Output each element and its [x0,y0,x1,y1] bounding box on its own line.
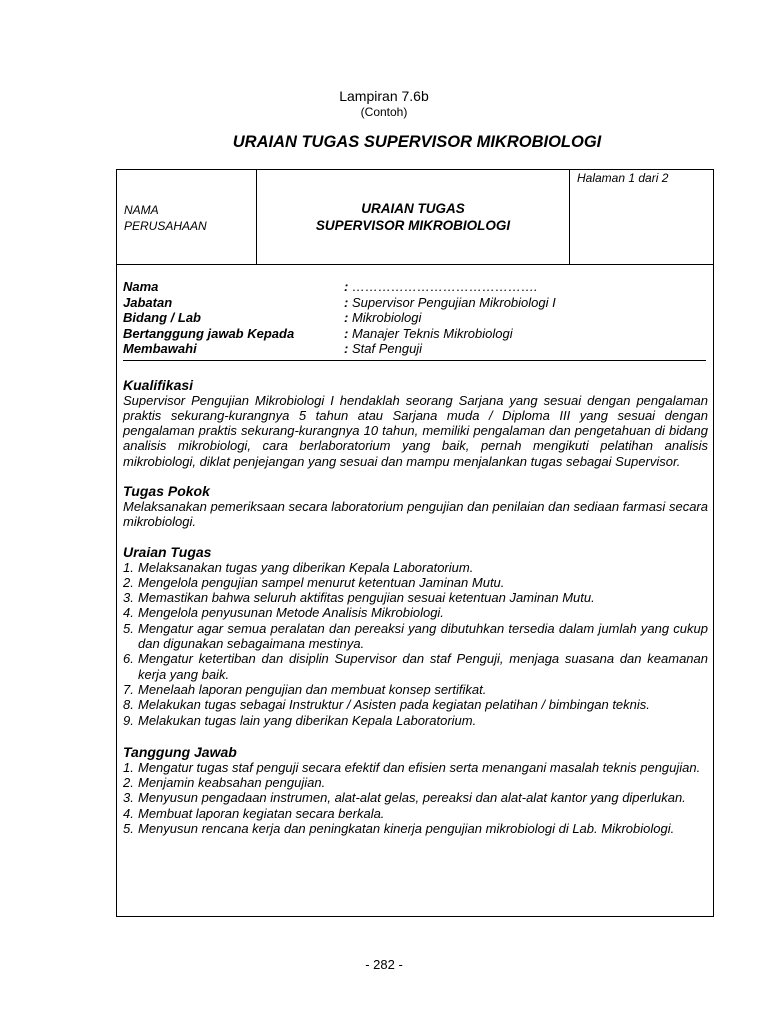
header-title-line1: URAIAN TUGAS [361,201,465,216]
info-row-membawahi [123,341,708,357]
header-title-line2: SUPERVISOR MIKROBIOLOGI [315,218,511,233]
list-text: Melakukan tugas lain yang diberikan Kepala Laboratorium. [138,712,477,728]
list-item [123,651,708,682]
section-tugas-pokok [123,483,708,530]
list-item [123,790,708,805]
section-text: Melaksanakan pemeriksaan secara laboratorium pengujian dan penilaian dan sediaan farmasi secara mikrobiologi. [123,498,708,530]
list-text: Mengatur agar semua peralatan dan pereaksi yang dibutuhkan tersedia dalam jumlah yang cukup dan digunakan sebagaimana mestinya. [138,620,708,652]
list-number: 9. [123,712,134,728]
list-text: Memastikan bahwa seluruh aktifitas pengujian sesuai ketentuan Jaminan Mutu. [138,590,595,606]
info-row-jabatan [123,295,708,311]
info-value [344,279,538,295]
list-number: 2. [123,574,134,590]
info-label: Nama [123,279,159,294]
company-name-label [124,202,207,234]
table-header [117,170,713,265]
section-heading: Kualifikasi [123,376,194,393]
list-item [123,575,708,590]
list-text: Mengelola penyusunan Metode Analisis Mikrobiologi. [138,605,444,621]
info-block [123,279,708,361]
list-text: Mengelola pengujian sampel menurut ketentuan Jaminan Mutu. [138,574,505,590]
colon: : [344,294,349,310]
section-uraian-tugas [123,544,708,728]
list-item [123,806,708,821]
info-label: Jabatan [123,294,173,310]
section-heading: Uraian Tugas [123,543,212,560]
section-heading: Tanggung Jawab [123,743,237,760]
duties-list [123,560,708,728]
company-name-line2: PERUSAHAAN [124,219,207,233]
list-item [123,560,708,575]
page-number: - 282 - [365,957,403,972]
list-text: Menjamin keabsahan pengujian. [138,775,326,791]
section-tanggung-jawab [123,744,708,836]
list-item [123,760,708,775]
info-value [344,341,422,357]
header-title-cell [257,170,570,264]
colon: : [344,279,349,294]
info-divider [123,360,706,361]
list-item [123,775,708,790]
colon: : [344,310,349,325]
list-text: Melakukan tugas sebagai Instruktur / Asisten pada kegiatan pelatihan / bimbingan teknis. [138,697,650,713]
list-number: 4. [123,605,134,621]
list-item [123,713,708,728]
list-text: Menyusun rencana kerja dan peningkatan kinerja pengujian mikrobiologi di Lab. Mikrobiologi. [138,821,675,837]
header-title [257,200,569,234]
info-value-text: ……………………………………. [351,279,538,294]
list-text: Mengatur tugas staf penguji secara efektif dan efisien serta menangani masalah teknis pengujian. [138,759,701,775]
list-text: Melaksanakan tugas yang diberikan Kepala Laboratorium. [138,559,474,575]
list-number: 6. [123,651,134,667]
responsibilities-list [123,760,708,836]
info-value-text: Staf Penguji [351,341,423,356]
list-text: Menyusun pengadaan instrumen, alat-alat gelas, pereaksi dan alat-alat kantor yang diperlukan. [138,790,686,806]
colon: : [344,325,349,341]
list-item [123,605,708,620]
info-label: Membawahi [123,341,197,356]
list-number: 2. [123,775,134,791]
list-item [123,621,708,652]
list-number: 7. [123,681,134,697]
section-kualifikasi [123,377,708,469]
list-item [123,697,708,712]
list-text: Mengatur ketertiban dan disiplin Supervisor dan staf Penguji, menjaga suasana dan keamanan kerja yang baik. [138,651,708,682]
list-number: 3. [123,790,134,806]
info-row-nama [123,279,708,295]
list-number: 4. [123,805,134,821]
section-text: Supervisor Pengujian Mikrobiologi I hendaklah seorang Sarjana yang sesuai dengan pengalaman praktis sekurang-kurangnya 5 tahun atau Sarjana muda / Diploma III yang sesuai dengan pengalaman praktis sekurang-kurangnya 10 tahun, memiliki pengalaman dan pengetahuan di bidang analisis mikrobiologi, cara berlaboratorium yang baik, pernah mengikuti pelatihan analisis mikrobiologi, diklat penjejangan yang sesuai dan mampu menjalankan tugas sebagai Supervisor. [123,392,708,469]
info-value-text: Supervisor Pengujian Mikrobiologi I [351,294,556,310]
info-value [344,326,513,342]
info-value-text: Mikrobiologi [351,310,422,325]
list-number: 1. [123,759,134,775]
document-body [123,279,708,836]
section-heading: Tugas Pokok [123,482,210,499]
info-value-text: Manajer Teknis Mikrobiologi [351,325,513,341]
info-row-bidang [123,310,708,326]
example-label: (Contoh) [360,105,408,119]
info-row-tanggung-jawab [123,326,708,342]
list-item [123,590,708,605]
page-info-cell [570,170,713,264]
list-item [123,821,708,836]
company-name-line1: NAMA [124,203,159,217]
info-label: Bidang / Lab [123,310,201,325]
list-item [123,682,708,697]
page-of-label: Halaman 1 dari 2 [577,171,669,185]
list-number: 8. [123,697,134,713]
list-number: 5. [123,821,134,837]
list-text: Menelaah laporan pengujian dan membuat konsep sertifikat. [138,681,487,697]
info-value [344,310,421,326]
company-name-cell [117,170,257,264]
info-label: Bertanggung jawab Kepada [123,325,295,341]
list-number: 1. [123,559,134,575]
colon: : [344,341,349,356]
document-title: URAIAN TUGAS SUPERVISOR MIKROBIOLOGI [232,133,602,151]
list-number: 3. [123,590,134,606]
list-number: 5. [123,620,134,636]
info-value [344,295,556,311]
attachment-label: Lampiran 7.6b [339,88,429,104]
list-text: Membuat laporan kegiatan secara berkala. [138,805,385,821]
